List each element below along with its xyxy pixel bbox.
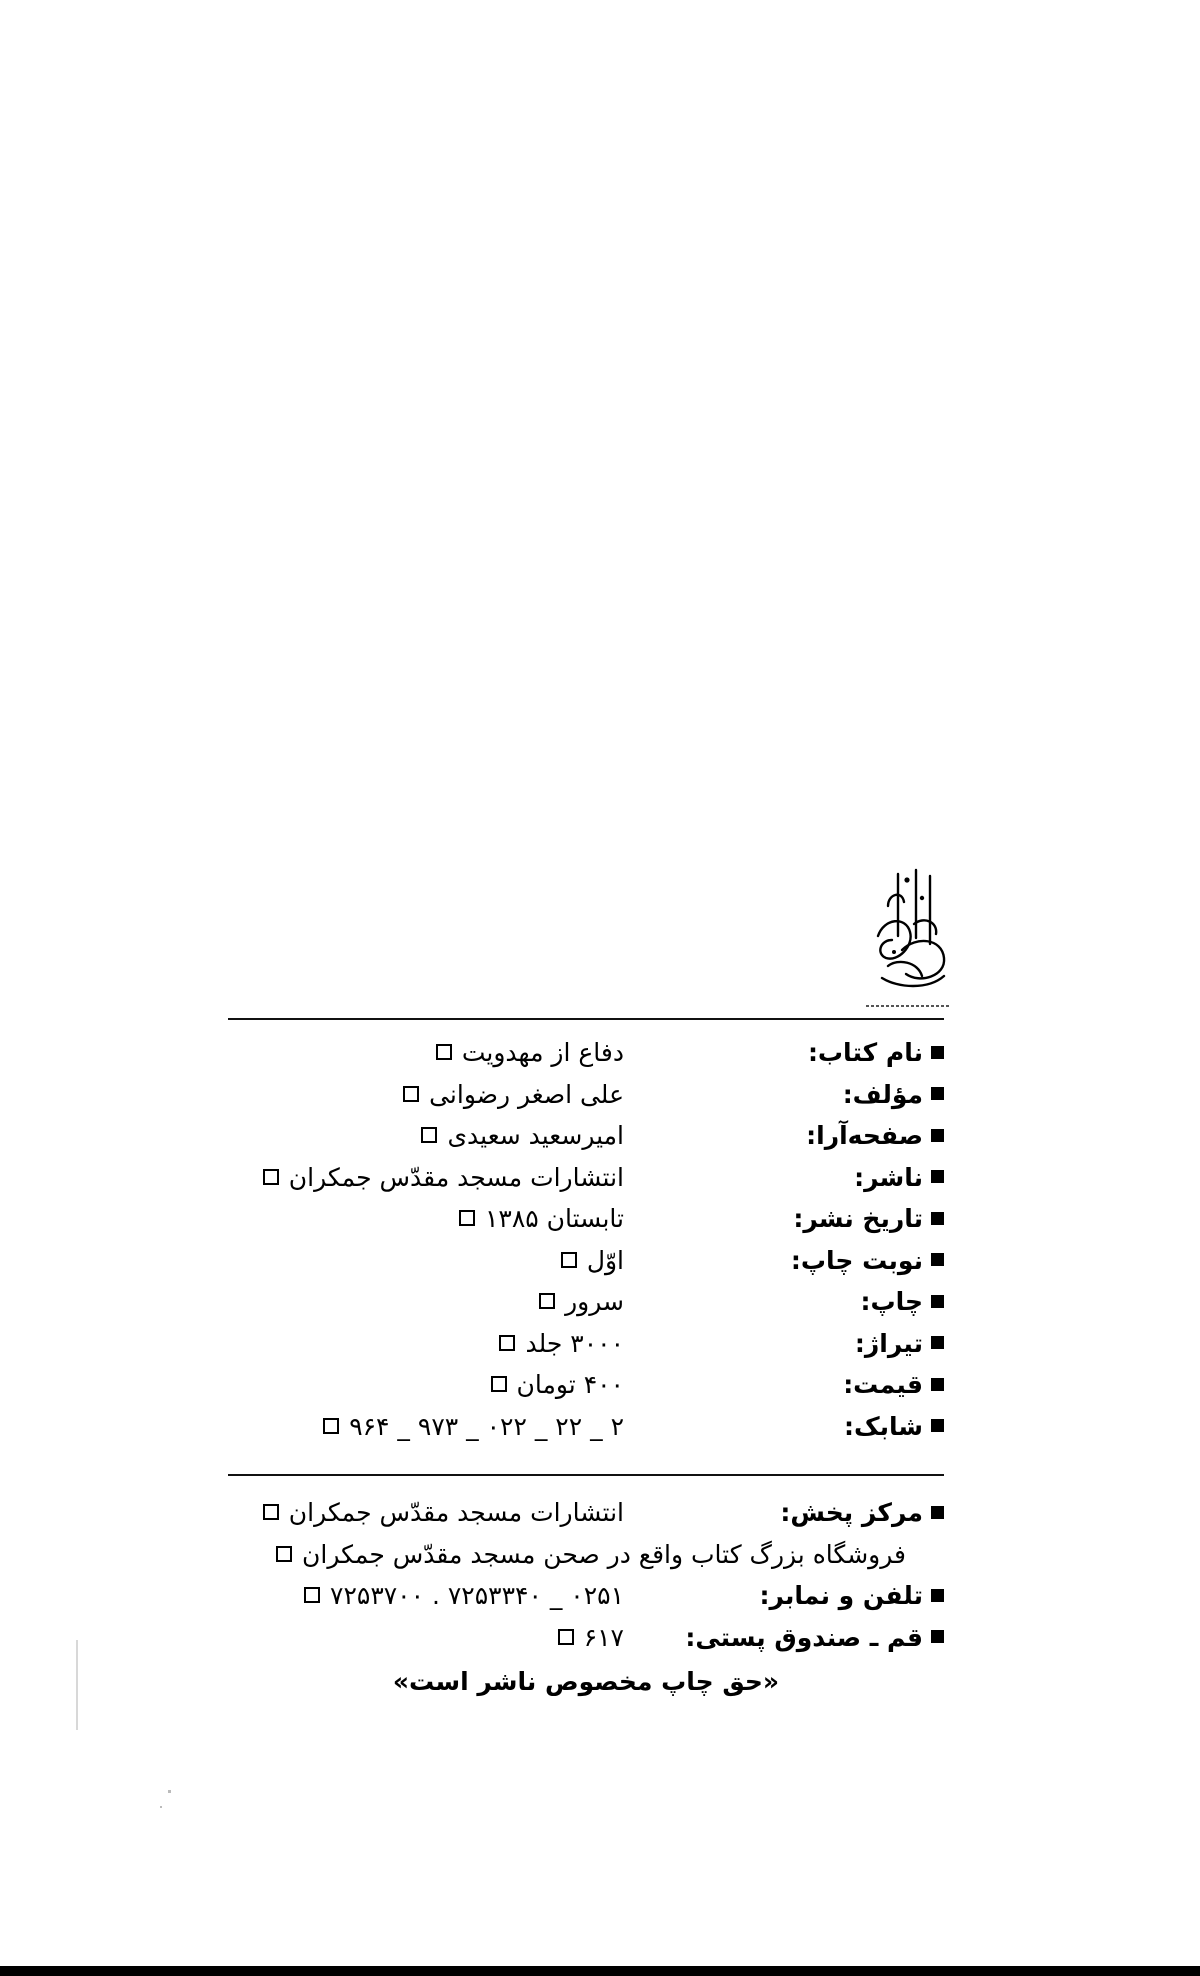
detail-row-isbn xyxy=(228,1408,944,1450)
distribution-info xyxy=(228,1494,944,1660)
detail-label: صفحه‌آرا: xyxy=(806,1121,923,1150)
phone-label: تلفن و نمابر: xyxy=(759,1581,923,1610)
detail-row-date xyxy=(228,1200,944,1242)
store-value: فروشگاه بزرگ کتاب واقع در صحن مسجد مقدّس جمکران xyxy=(302,1539,906,1569)
detail-row-edition xyxy=(228,1242,944,1284)
detail-value: اوّل xyxy=(586,1245,624,1275)
pobox-row xyxy=(228,1619,944,1661)
top-divider xyxy=(228,1018,944,1020)
detail-label: مؤلف: xyxy=(842,1079,923,1109)
checkbox-square-icon xyxy=(558,1629,574,1645)
bullet-square-icon xyxy=(931,1589,944,1602)
detail-row-price xyxy=(228,1366,944,1408)
detail-value: تابستان ۱۳۸۵ xyxy=(484,1204,624,1233)
bullet-square-icon xyxy=(931,1212,944,1225)
phone-row xyxy=(228,1577,944,1619)
copyright-notice: «حق چاپ مخصوص ناشر است» xyxy=(392,1667,780,1696)
detail-label: چاپ: xyxy=(860,1287,923,1316)
middle-divider xyxy=(228,1474,944,1476)
checkbox-square-icon xyxy=(263,1504,279,1520)
detail-value: امیرسعید سعیدی xyxy=(447,1121,624,1150)
checkbox-square-icon xyxy=(263,1169,279,1185)
bullet-square-icon xyxy=(931,1419,944,1432)
phone-value: ۰۲۵۱ _ ۷۲۵۳۳۴۰ . ۷۲۵۳۷۰۰ xyxy=(330,1581,624,1610)
detail-value: ۲ _ ۲۲ _ ۰۲۲ _ ۹۷۳ _ ۹۶۴ xyxy=(349,1411,624,1441)
bullet-square-icon xyxy=(931,1046,944,1059)
detail-value: سرور xyxy=(565,1287,624,1316)
pobox-label: قم ـ صندوق پستی: xyxy=(685,1622,923,1652)
scan-edge-bar xyxy=(0,1966,1200,1976)
bullet-square-icon xyxy=(931,1087,944,1100)
book-details xyxy=(228,1034,944,1449)
bullet-square-icon xyxy=(931,1129,944,1142)
detail-value: دفاع از مهدویت xyxy=(461,1038,624,1067)
checkbox-square-icon xyxy=(499,1335,515,1351)
detail-label: نام کتاب: xyxy=(807,1038,923,1067)
checkbox-square-icon xyxy=(403,1086,419,1102)
distribution-center-value: انتشارات مسجد مقدّس جمکران xyxy=(288,1498,624,1527)
scan-speck xyxy=(160,1806,162,1808)
checkbox-square-icon xyxy=(323,1418,339,1434)
checkbox-square-icon xyxy=(459,1210,475,1226)
pobox-value: ۶۱۷ xyxy=(583,1622,624,1652)
bullet-square-icon xyxy=(931,1170,944,1183)
bullet-square-icon xyxy=(931,1295,944,1308)
checkbox-square-icon xyxy=(436,1044,452,1060)
detail-label: تاریخ نشر: xyxy=(793,1204,923,1233)
bullet-square-icon xyxy=(931,1630,944,1643)
checkbox-square-icon xyxy=(539,1293,555,1309)
scan-speck xyxy=(168,1790,171,1793)
detail-value: علی اصغر رضوانی xyxy=(429,1079,624,1109)
scan-speck xyxy=(76,1640,78,1730)
detail-value: ۳۰۰۰ جلد xyxy=(525,1328,624,1358)
detail-row-printer xyxy=(228,1283,944,1325)
detail-row-layout xyxy=(228,1117,944,1159)
checkbox-square-icon xyxy=(491,1376,507,1392)
checkbox-square-icon xyxy=(561,1252,577,1268)
detail-label: قیمت: xyxy=(843,1370,923,1399)
detail-row-author xyxy=(228,1076,944,1118)
bullet-square-icon xyxy=(931,1253,944,1266)
distribution-center-row xyxy=(228,1494,944,1536)
detail-value: ۴۰۰ تومان xyxy=(516,1370,624,1399)
bullet-square-icon xyxy=(931,1506,944,1519)
distribution-center-label: مرکز پخش: xyxy=(780,1498,923,1527)
bullet-square-icon xyxy=(931,1336,944,1349)
checkbox-square-icon xyxy=(304,1587,320,1603)
checkbox-square-icon xyxy=(421,1127,437,1143)
detail-row-title xyxy=(228,1034,944,1076)
detail-label: تیراژ: xyxy=(854,1328,923,1358)
publisher-logo xyxy=(858,866,958,1016)
detail-label: نوبت چاپ: xyxy=(790,1245,923,1275)
checkbox-square-icon xyxy=(276,1546,292,1562)
detail-label: شابک: xyxy=(844,1411,923,1441)
bullet-square-icon xyxy=(931,1378,944,1391)
detail-row-circulation xyxy=(228,1325,944,1367)
store-row xyxy=(228,1536,944,1578)
detail-label: ناشر: xyxy=(854,1162,923,1192)
detail-value: انتشارات مسجد مقدّس جمکران xyxy=(288,1162,624,1192)
detail-row-publisher xyxy=(228,1159,944,1201)
